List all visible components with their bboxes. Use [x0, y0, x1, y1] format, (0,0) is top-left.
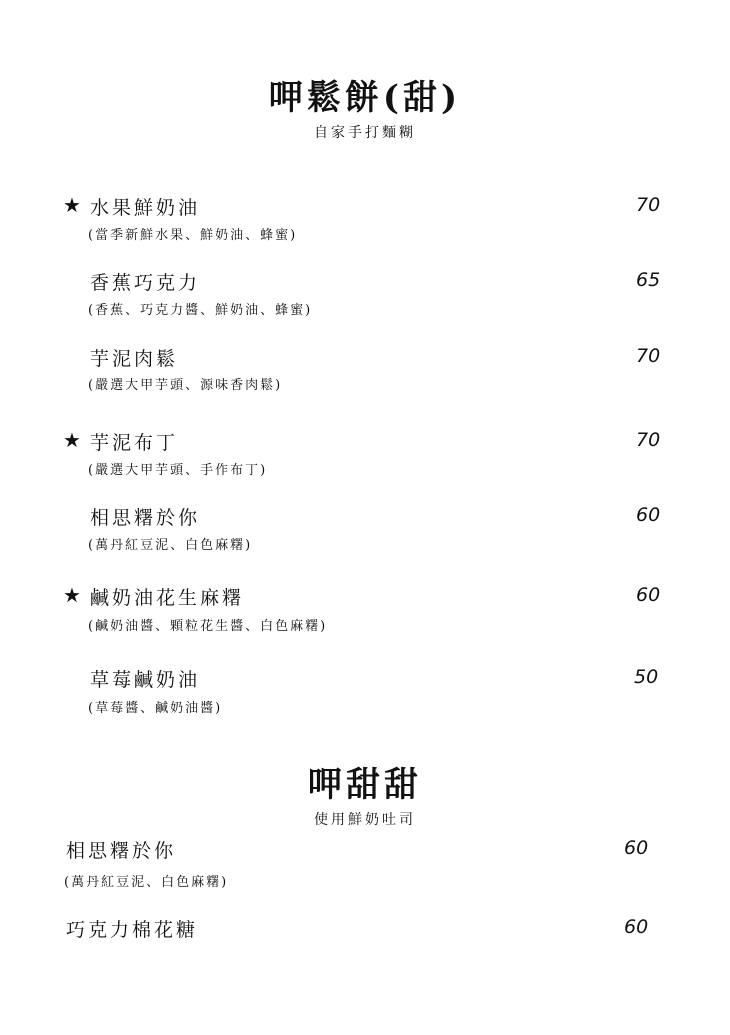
- menu-item-name: 芋泥肉鬆: [90, 348, 179, 370]
- menu-item-desc: (嚴選大甲芋頭、手作布丁): [88, 463, 268, 478]
- menu-item-desc: (嚴選大甲芋頭、源味香肉鬆): [88, 378, 283, 393]
- menu-item-price: 60: [624, 916, 649, 938]
- menu-item-price: 70: [636, 194, 661, 216]
- menu-item-price: 60: [636, 504, 661, 526]
- section-title-pancake: 呷鬆餅(甜): [268, 78, 462, 118]
- menu-item-name: 巧克力棉花糖: [66, 919, 199, 941]
- menu-item-price: 70: [636, 429, 661, 451]
- menu-item-price: 70: [636, 345, 661, 367]
- featured-star-icon: ★: [63, 193, 81, 217]
- menu-item-price: 60: [624, 837, 649, 859]
- menu-item-name: 水果鮮奶油: [90, 197, 201, 219]
- menu-item-desc: (草莓醬、鹹奶油醬): [88, 701, 223, 716]
- section-subtitle-toast: 使用鮮奶吐司: [314, 812, 416, 828]
- menu-item-name: 香蕉巧克力: [90, 272, 201, 294]
- menu-item-name: 鹹奶油花生麻糬: [90, 587, 245, 609]
- featured-star-icon: ★: [63, 428, 81, 452]
- section-title-toast: 呷甜甜: [308, 765, 422, 805]
- menu-item-price: 60: [636, 584, 661, 606]
- section-subtitle-pancake: 自家手打麵糊: [314, 125, 416, 141]
- menu-item-desc: (萬丹紅豆泥、白色麻糬): [64, 875, 229, 890]
- menu-item-desc: (香蕉、巧克力醬、鮮奶油、蜂蜜): [88, 303, 313, 318]
- menu-item-name: 草莓鹹奶油: [90, 669, 201, 691]
- menu-item-name: 相思糬於你: [90, 507, 201, 529]
- menu-item-desc: (鹹奶油醬、顆粒花生醬、白色麻糬): [88, 619, 328, 634]
- menu-item-desc: (當季新鮮水果、鮮奶油、蜂蜜): [88, 228, 298, 243]
- menu-item-price: 50: [634, 666, 659, 688]
- menu-item-price: 65: [636, 269, 661, 291]
- menu-item-name: 芋泥布丁: [90, 432, 179, 454]
- featured-star-icon: ★: [63, 583, 81, 607]
- menu-item-desc: (萬丹紅豆泥、白色麻糬): [88, 538, 253, 553]
- menu-item-name: 相思糬於你: [66, 840, 177, 862]
